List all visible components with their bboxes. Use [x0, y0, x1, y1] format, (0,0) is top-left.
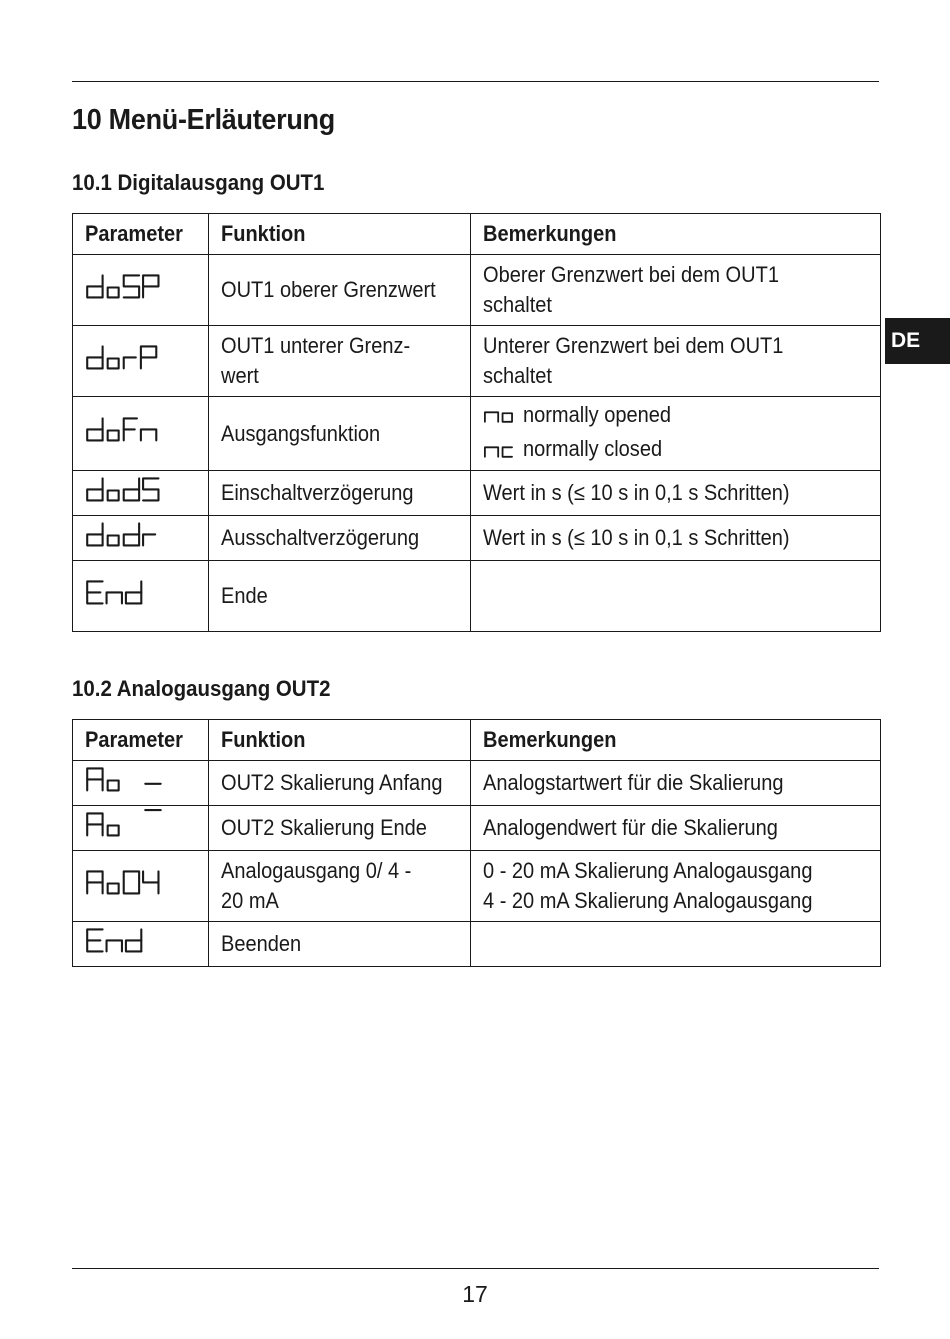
parameter-cell	[73, 516, 209, 561]
display-code-icon	[85, 809, 163, 840]
table-row	[73, 397, 881, 471]
remark-line: Oberer Grenzwert bei dem OUT1	[483, 262, 779, 287]
option-line	[483, 434, 868, 469]
remarks-cell	[471, 761, 881, 806]
display-code-icon	[85, 414, 159, 445]
remark-line: schaltet	[483, 363, 553, 388]
remarks-cell	[471, 851, 881, 922]
remark-line: 4 - 20 mA Skalierung Analogausgang	[483, 888, 813, 913]
display-code-icon	[85, 342, 159, 373]
remarks-cell	[471, 922, 881, 967]
table-row	[73, 851, 881, 922]
parameter-code	[85, 867, 196, 906]
function-text	[221, 523, 458, 553]
function-line: OUT2 Skalierung Ende	[221, 815, 427, 840]
parameter-cell	[73, 326, 209, 397]
function-text	[221, 813, 458, 843]
remark-text	[483, 361, 868, 391]
function-text	[221, 581, 458, 611]
display-code-icon	[85, 519, 159, 550]
remarks-cell	[471, 561, 881, 632]
parameter-cell	[73, 851, 209, 922]
remark-text	[483, 478, 868, 508]
header-parameter: Parameter	[73, 214, 209, 255]
display-code-icon	[85, 867, 161, 898]
function-cell	[209, 326, 471, 397]
remark-line: schaltet	[483, 292, 553, 317]
parameter-code	[85, 271, 196, 310]
function-cell	[209, 516, 471, 561]
language-tab: DE	[885, 318, 950, 364]
switch-code-icon	[483, 434, 515, 461]
remark-line: Wert in s (≤ 10 s in 0,1 s Schritten)	[483, 525, 790, 550]
table-row	[73, 806, 881, 851]
function-cell	[209, 761, 471, 806]
function-text	[221, 361, 458, 391]
remark-line: Analogendwert für die Skalierung	[483, 815, 778, 840]
table-row	[73, 255, 881, 326]
display-code-icon	[85, 271, 161, 302]
function-cell	[209, 806, 471, 851]
section-2-title: 10.2 Analogausgang OUT2	[72, 676, 331, 701]
function-cell	[209, 561, 471, 632]
remarks-cell	[471, 516, 881, 561]
option-code	[483, 399, 515, 434]
remark-text	[483, 768, 868, 798]
table-row	[73, 326, 881, 397]
table-header-row	[73, 214, 881, 255]
remark-text	[483, 260, 868, 290]
page-title: 10 Menü-Erläuterung	[72, 104, 335, 136]
function-line: Ausgangsfunktion	[221, 420, 381, 446]
remark-line: 0 - 20 mA Skalierung Analogausgang	[483, 858, 813, 883]
parameter-cell	[73, 922, 209, 967]
option-code	[483, 434, 515, 469]
parameter-code	[85, 342, 196, 381]
function-line: OUT1 unterer Grenz-	[221, 333, 411, 358]
table-row	[73, 561, 881, 632]
page-number: 17	[462, 1281, 488, 1307]
parameter-code	[85, 764, 196, 803]
function-text	[221, 419, 458, 449]
function-line: Ausschaltverzögerung	[221, 525, 420, 550]
remark-text	[483, 886, 868, 916]
display-code-icon	[85, 764, 163, 795]
switch-code-icon	[483, 399, 515, 426]
function-text	[221, 275, 458, 305]
remarks-cell	[471, 326, 881, 397]
function-text	[221, 331, 458, 361]
header-parameter: Parameter	[73, 720, 209, 761]
function-text	[221, 886, 458, 916]
parameter-code	[85, 925, 196, 964]
function-line: OUT2 Skalierung Anfang	[221, 770, 443, 795]
parameter-code	[85, 519, 196, 558]
section-1-title: 10.1 Digitalausgang OUT1	[72, 170, 325, 195]
remark-line: Wert in s (≤ 10 s in 0,1 s Schritten)	[483, 480, 790, 505]
table-header-row	[73, 720, 881, 761]
parameter-cell	[73, 761, 209, 806]
display-code-icon	[85, 474, 161, 505]
function-cell	[209, 397, 471, 471]
remark-line: Unterer Grenzwert bei dem OUT1	[483, 333, 784, 358]
function-line: Beenden	[221, 931, 302, 956]
table-row	[73, 516, 881, 561]
function-cell	[209, 922, 471, 967]
bottom-rule	[72, 1268, 879, 1269]
function-cell	[209, 471, 471, 516]
table-row	[73, 761, 881, 806]
display-code-icon	[85, 577, 144, 608]
remarks-cell	[471, 397, 881, 471]
parameter-code	[85, 414, 196, 453]
parameter-code	[85, 577, 196, 616]
function-line: Einschaltverzögerung	[221, 480, 414, 505]
remark-text	[483, 523, 868, 553]
function-text	[221, 768, 458, 798]
function-line: 20 mA	[221, 888, 279, 913]
parameter-code	[85, 809, 196, 848]
remark-line: Analogstartwert für die Skalierung	[483, 770, 784, 795]
remark-text	[483, 856, 868, 886]
parameter-cell	[73, 471, 209, 516]
header-funktion: Funktion	[209, 720, 471, 761]
function-line: OUT1 oberer Grenzwert	[221, 277, 436, 302]
remark-text	[483, 813, 868, 843]
function-cell	[209, 851, 471, 922]
remark-text	[483, 331, 868, 361]
option-text: normally opened	[522, 401, 671, 427]
function-line: Ende	[221, 583, 268, 608]
remarks-cell	[471, 471, 881, 516]
function-text	[221, 856, 458, 886]
option-text: normally closed	[522, 436, 662, 462]
function-line: Analogausgang 0/ 4 -	[221, 858, 412, 883]
parameter-code	[85, 474, 196, 513]
table-row	[73, 471, 881, 516]
analog-output-table	[72, 719, 881, 967]
parameter-cell	[73, 806, 209, 851]
parameter-cell	[73, 255, 209, 326]
parameter-cell	[73, 397, 209, 471]
header-bemerkungen: Bemerkungen	[471, 214, 881, 255]
table-row	[73, 922, 881, 967]
header-funktion: Funktion	[209, 214, 471, 255]
function-text	[221, 478, 458, 508]
remark-text	[483, 290, 868, 320]
parameter-cell	[73, 561, 209, 632]
option-line	[483, 399, 868, 434]
header-bemerkungen: Bemerkungen	[471, 720, 881, 761]
digital-output-table	[72, 213, 881, 632]
remarks-cell	[471, 255, 881, 326]
remarks-cell	[471, 806, 881, 851]
display-code-icon	[85, 925, 144, 956]
function-cell	[209, 255, 471, 326]
function-text	[221, 929, 458, 959]
top-rule	[72, 81, 879, 82]
function-line: wert	[221, 363, 259, 388]
